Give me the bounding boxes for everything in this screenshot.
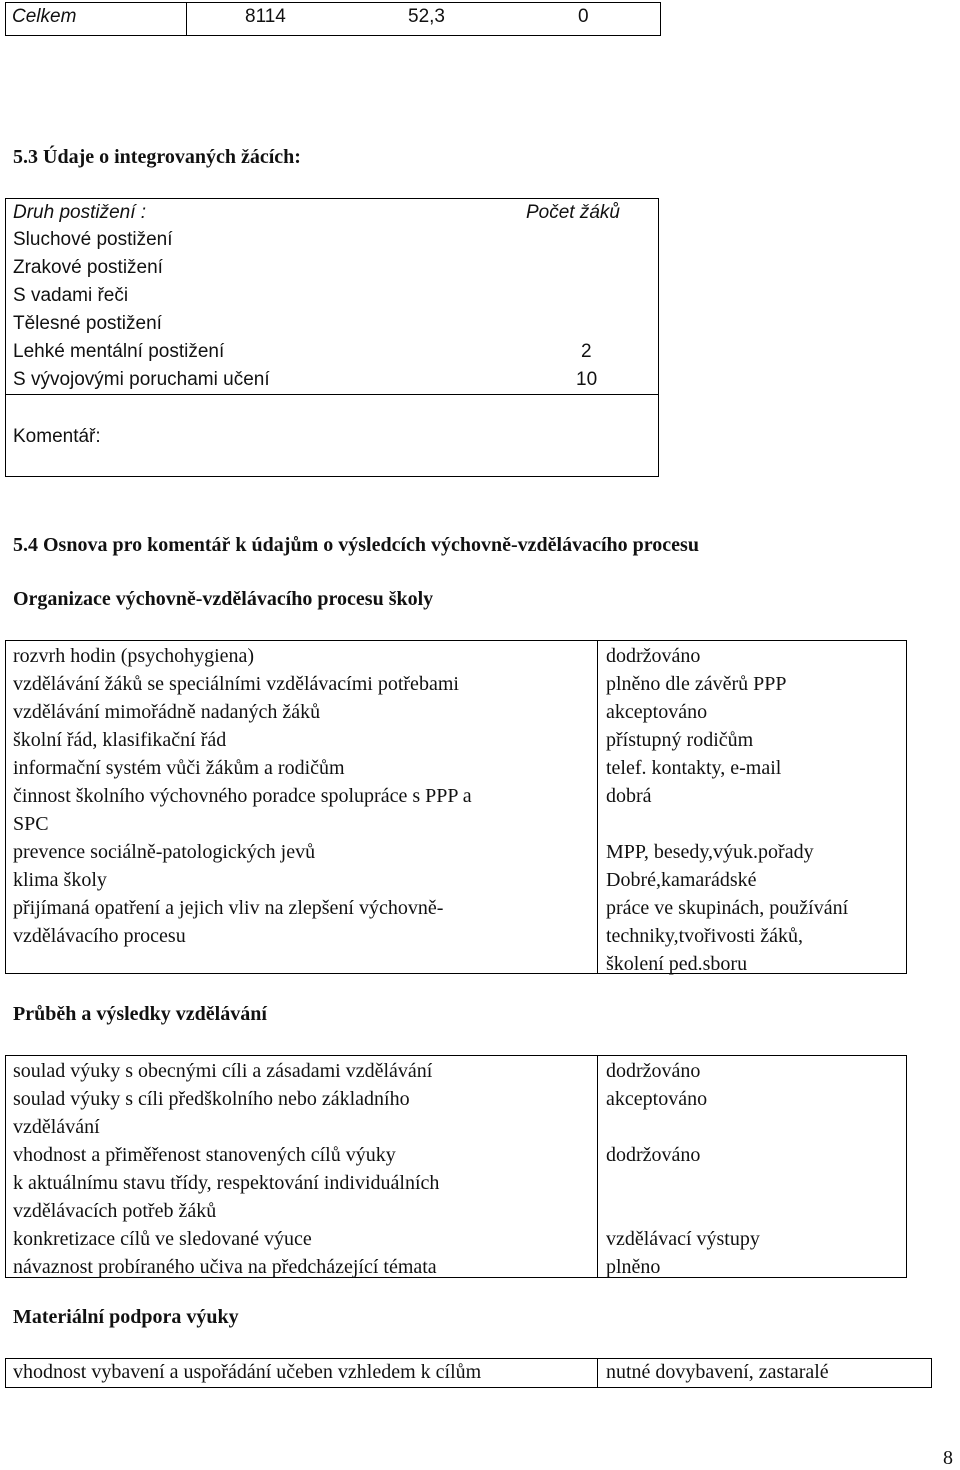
disability-type: S vývojovými poruchami učení	[13, 369, 270, 390]
table-row	[13, 283, 613, 311]
list-item: vzdělávání žáků se speciálními vzdělávacími potřebami	[13, 673, 459, 695]
list-item: techniky,tvořivosti žáků,	[606, 925, 803, 947]
divider	[5, 394, 659, 395]
list-item: školení ped.sboru	[606, 953, 748, 975]
list-item: práce ve skupinách, používání	[606, 897, 849, 919]
org-assessment-list	[606, 642, 848, 978]
comment-label: Komentář:	[13, 426, 101, 447]
list-item: telef. kontakty, e-mail	[606, 757, 782, 779]
list-item: dobrá	[606, 785, 652, 807]
column-header-pupil-count: Počet žáků	[526, 202, 620, 223]
material-subheading: Materiální podpora výuky	[13, 1306, 239, 1328]
list-item	[606, 810, 848, 838]
list-item: informační systém vůči žákům a rodičům	[13, 757, 345, 779]
total-label: Celkem	[12, 6, 77, 27]
disability-type: Lehké mentální postižení	[13, 341, 225, 362]
list-item: akceptováno	[606, 701, 708, 723]
list-item: přístupný rodičům	[606, 729, 754, 751]
material-assessment: nutné dovybavení, zastaralé	[606, 1361, 829, 1383]
list-item	[606, 1169, 760, 1197]
list-item: přijímaná opatření a jejich vliv na zlepšení výchovně-	[13, 897, 444, 919]
list-item: vzdělávání mimořádně nadaných žáků	[13, 701, 321, 723]
total-value-2: 52,3	[408, 6, 445, 27]
list-item: rozvrh hodin (psychohygiena)	[13, 645, 255, 667]
organization-table-divider	[597, 640, 598, 974]
list-item: plněno	[606, 1256, 661, 1278]
list-item: akceptováno	[606, 1088, 708, 1110]
disability-type: Tělesné postižení	[13, 313, 162, 334]
total-row-box	[5, 2, 661, 36]
list-item: vhodnost a přiměřenost stanovených cílů výuky	[13, 1144, 396, 1166]
list-item: vzdělávacího procesu	[13, 925, 186, 947]
list-item	[606, 1197, 760, 1225]
list-item: návaznost probíraného učiva na předcházející témata	[13, 1256, 437, 1278]
disability-type: S vadami řeči	[13, 285, 129, 306]
pupil-count: 2	[581, 341, 592, 362]
list-item: vzdělávání	[13, 1116, 100, 1138]
table-row	[13, 311, 613, 339]
edu-assessment-list	[606, 1057, 760, 1281]
section-heading-5-4: 5.4 Osnova pro komentář k údajům o výsledcích výchovně-vzdělávacího procesu	[13, 534, 699, 556]
list-item: vzdělávací výstupy	[606, 1228, 760, 1250]
table-row	[13, 227, 613, 255]
disability-rows	[13, 227, 613, 395]
list-item: plněno dle závěrů PPP	[606, 673, 787, 695]
table-row	[13, 367, 613, 395]
disability-type: Zrakové postižení	[13, 257, 163, 278]
edu-criteria-list	[13, 1057, 439, 1281]
list-item: činnost školního výchovného poradce spolupráce s PPP a	[13, 785, 472, 807]
list-item: Dobré,kamarádské	[606, 869, 757, 891]
table-row	[13, 339, 613, 367]
edu-subheading: Průběh a výsledky vzdělávání	[13, 1003, 267, 1025]
list-item: prevence sociálně-patologických jevů	[13, 841, 316, 863]
pupil-count: 10	[576, 369, 598, 390]
list-item: vzdělávacích potřeb žáků	[13, 1200, 217, 1222]
section-heading-5-3: 5.3 Údaje o integrovaných žácích:	[13, 146, 301, 168]
total-value-3: 0	[578, 6, 589, 27]
list-item: klima školy	[13, 869, 107, 891]
table-row	[13, 255, 613, 283]
column-header-disability-type: Druh postižení :	[13, 202, 147, 223]
list-item: konkretizace cílů ve sledované výuce	[13, 1228, 312, 1250]
total-row-divider	[186, 2, 187, 36]
org-subheading: Organizace výchovně-vzdělávacího procesu školy	[13, 588, 434, 610]
material-criterion: vhodnost vybavení a uspořádání učeben vzhledem k cílům	[13, 1361, 482, 1383]
disability-type: Sluchové postižení	[13, 229, 173, 250]
page-number: 8	[943, 1447, 953, 1469]
list-item: dodržováno	[606, 1144, 701, 1166]
list-item: SPC	[13, 813, 49, 835]
total-value-1: 8114	[245, 6, 286, 27]
list-item: dodržováno	[606, 645, 701, 667]
org-criteria-list	[13, 642, 472, 950]
list-item: dodržováno	[606, 1060, 701, 1082]
list-item: školní řád, klasifikační řád	[13, 729, 227, 751]
list-item: soulad výuky s obecnými cíli a zásadami vzdělávání	[13, 1060, 433, 1082]
material-table-divider	[597, 1358, 598, 1388]
list-item: MPP, besedy,výuk.pořady	[606, 841, 814, 863]
list-item: k aktuálnímu stavu třídy, respektování individuálních	[13, 1172, 440, 1194]
list-item	[606, 1113, 760, 1141]
list-item: soulad výuky s cíli předškolního nebo základního	[13, 1088, 410, 1110]
education-table-divider	[597, 1055, 598, 1278]
